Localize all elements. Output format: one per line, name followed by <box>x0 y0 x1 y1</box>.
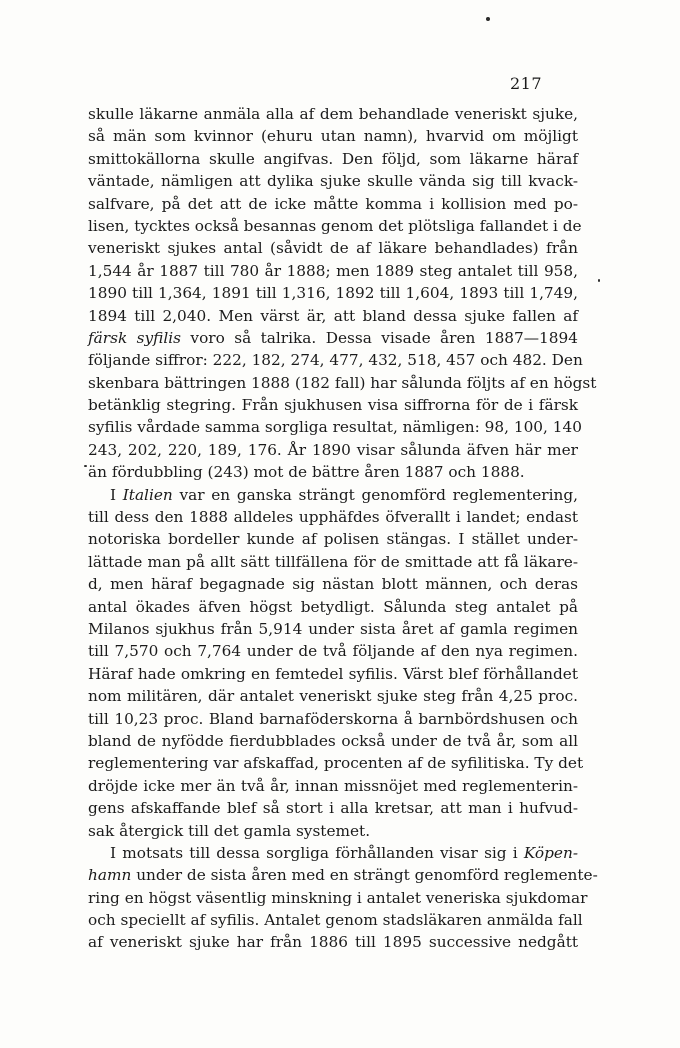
text-line: Häraf hade omkring en femtedel syfilis. Värst blef förhållandet <box>88 664 578 683</box>
text-line: lisen, tycktes också besannas genom det plötsliga fallandet i de <box>88 216 582 235</box>
text-line: syfilis vårdade samma sorgliga resultat, nämligen: 98, 100, 140 <box>88 418 582 437</box>
text-line: väntade, nämligen att dylika sjuke skulle vända sig till kvack- <box>88 172 578 191</box>
text-line: af veneriskt sjuke har från 1886 till 1895 successive nedgått <box>88 933 578 952</box>
text-line: dröjde icke mer än två år, innan missnöjet med reglementerin- <box>88 776 578 795</box>
text-line: antal ökades äfven högst betydligt. Sålunda steg antalet på <box>88 597 578 616</box>
text-line: så män som kvinnor (ehuru utan namn), hvarvid om möjligt <box>88 127 578 146</box>
text-line <box>88 327 578 349</box>
text-line <box>88 484 578 506</box>
text-run: I <box>110 485 123 504</box>
emphasized-term: färsk syfilis <box>88 328 181 347</box>
emphasized-term: Italien <box>122 485 173 504</box>
text-line: 1890 till 1,364, 1891 till 1,316, 1892 till 1,604, 1893 till 1,749, <box>88 284 578 303</box>
text-line: och speciellt af syfilis. Antalet genom stadsläkaren anmälda fall <box>88 911 583 930</box>
ink-speck <box>598 279 600 282</box>
text-line: salfvare, på det att de icke måtte komma i kollision med po- <box>88 194 578 213</box>
text-line: 1,544 år 1887 till 780 år 1888; men 1889 steg antalet till 958, <box>88 261 578 280</box>
text-line: betänklig stegring. Från sjukhusen visa siffrorna för de i färsk <box>88 396 578 415</box>
text-line: nom militären, där antalet veneriskt sjuke steg från 4,25 proc. <box>88 687 578 706</box>
text-line: Milanos sjukhus från 5,914 under sista året af gamla regimen <box>88 619 578 638</box>
emphasized-term: Köpen- <box>523 843 578 862</box>
text-line: än fördubbling (243) mot de bättre åren 1887 och 1888. <box>88 463 525 482</box>
text-line: till dess den 1888 alldeles upphäfdes öfverallt i landet; endast <box>88 508 578 527</box>
text-line: till 7,570 och 7,764 under de två följande af den nya regimen. <box>88 642 578 661</box>
text-line: skenbara bättringen 1888 (182 fall) har sålunda följts af en högst <box>88 373 597 392</box>
text-line: sak återgick till det gamla systemet. <box>88 821 371 840</box>
text-line <box>88 842 578 864</box>
text-line: notoriska bordeller kunde af polisen stängas. I stället under- <box>88 530 578 549</box>
ink-speck <box>84 465 87 467</box>
text-run: under de sista åren med en strängt genomförd reglemente- <box>131 866 598 885</box>
text-line: gens afskaffande blef så stort i alla kretsar, att man i hufvud- <box>88 799 578 818</box>
text-line: 243, 202, 220, 189, 176. År 1890 visar sålunda äfven här mer <box>88 440 578 459</box>
body-text <box>88 103 598 954</box>
text-line: 1894 till 2,040. Men värst är, att bland dessa sjuke fallen af <box>88 306 578 325</box>
text-line <box>88 864 598 886</box>
text-line: ring en högst väsentlig minskning i antalet veneriska sjukdomar <box>88 888 588 907</box>
text-line: lättade man på allt sätt tillfällena för de smittade att få läkare- <box>88 552 578 571</box>
text-line: följande siffror: 222, 182, 274, 477, 432, 518, 457 och 482. Den <box>88 351 583 370</box>
text-line: skulle läkarne anmäla alla af dem behandlade veneriskt sjuke, <box>88 105 578 123</box>
text-line: veneriskt sjukes antal (såvidt de af läkare behandlades) från <box>88 239 578 258</box>
text-run: I motsats till dessa sorgliga förhållanden visar sig i <box>110 843 524 862</box>
page-number: 217 <box>510 74 543 93</box>
text-run: voro så talrika. Dessa visade åren 1887—1894 <box>180 328 578 347</box>
text-line: till 10,23 proc. Bland barnaföderskorna å barnbördshusen och <box>88 709 578 728</box>
text-line: d, men häraf begagnade sig nästan blott männen, och deras <box>88 575 578 594</box>
text-run: var en ganska strängt genomförd reglementering, <box>172 485 578 504</box>
text-line: smittokällorna skulle angifvas. Den följd, som läkarne häraf <box>88 149 578 168</box>
text-line: reglementering var afskaffad, procenten af de syfilitiska. Ty det <box>88 754 584 773</box>
text-line: bland de nyfödde fierdubblades också under de två år, som all <box>88 731 578 750</box>
emphasized-term: hamn <box>88 866 132 885</box>
ink-speck <box>486 17 490 21</box>
